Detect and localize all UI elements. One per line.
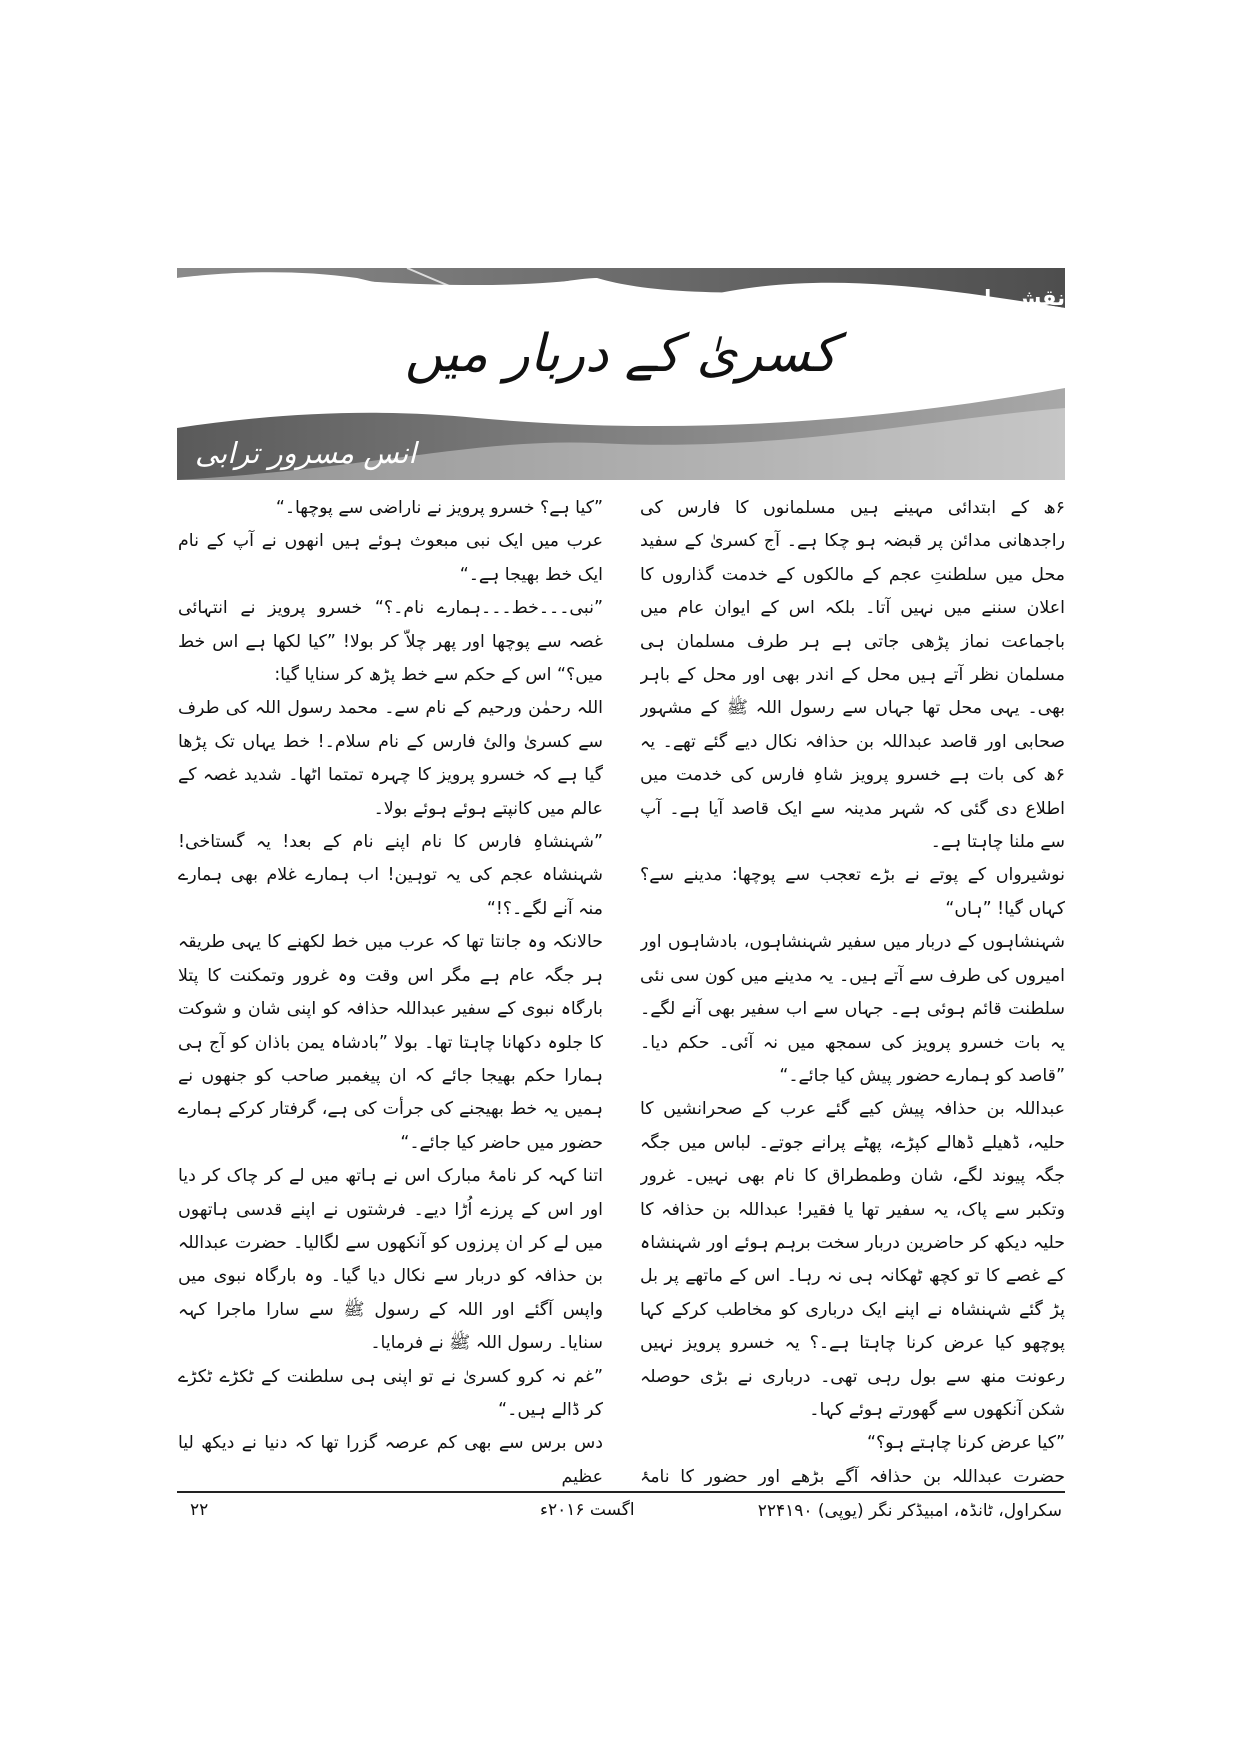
paragraph: اللہ رحمٰن ورحیم کے نام سے۔ محمد رسول اللہ کی طرف سے کسریٰ والیٔ فارس کے نام سلام۔! خط یہاں تک پڑھا گیا ہے کہ خسرو پرویز کا چہرہ تمتما اٹھا۔ شدید غصہ کے عالم میں کانپتے ہوئے ہوئے بولا۔ — [178, 698, 603, 819]
paragraph: دس برس سے بھی کم عرصہ گزرا تھا کہ دنیا نے دیکھ لیا عظیم — [178, 1433, 603, 1487]
publisher-address: سکراول، ٹانڈہ، امبیڈکر نگر (یوپی) ۲۲۴۱۹۰ — [757, 1501, 1062, 1521]
paragraph: اتنا کہہ کر نامۂ مبارک اس نے ہاتھ میں لے کر چاک کر دیا اور اس کے پرزے اُڑا دیے۔ فرشتوں نے اپنے قدسی ہاتھوں میں لے کر ان پرزوں کو آنکھوں سے لگالیا۔ حضرت عبداللہ بن حذافہ کو دربار سے نکال دیا گیا۔ وہ بارگاہ نبوی میں واپس آگئے اور اللہ کے رسول ﷺ سے سارا ماجرا کہہ سنایا۔ رسول اللہ ﷺ نے فرمایا۔ — [178, 1166, 603, 1354]
issue-date: اگست ۲۰۱۶ء — [540, 1500, 635, 1520]
paragraph: حضرت عبداللہ بن حذافہ آگے بڑھے اور حضور کا نامۂ — [640, 1466, 1065, 1487]
paragraph: عبداللہ بن حذافہ پیش کیے گئے عرب کے صحرانشیں کا حلیہ، ڈھیلے ڈھالے کپڑے، پھٹے پرانے جوتے۔ لباس میں جگہ جگہ پیوند لگے، شان وطمطراق کا نام بھی نہیں۔ غرور وتکبر سے پاک، یہ سفیر تھا یا فقیر! عبداللہ بن حذافہ کا حلیہ دیکھ کر حاضرین دربار سخت برہم ہوئے اور شہنشاہ کے غصے کا تو کچھ ٹھکانہ ہی نہ رہا۔ اس کے ماتھے پر بل پڑ گئے شہنشاہ نے اپنے ایک درباری کو مخاطب کرکے کہا پوچھو کیا عرض کرنا چاہتا ہے۔؟ یہ خسرو پرویز نہیں رعونت منھ سے بول رہی تھی۔ درباری نے بڑی حوصلہ شکن آنکھوں سے گھورتے ہوئے کہا۔ — [640, 1099, 1065, 1420]
text-column-left — [178, 492, 603, 1492]
author-name: انس مسرور ترابی — [195, 436, 417, 470]
paragraph: ”کیا عرض کرنا چاہتے ہو؟“ — [866, 1433, 1065, 1454]
paragraph: ”شہنشاہِ فارس کا نام اپنے نام کے بعد! یہ گستاخی! شہنشاہ عجم کی یہ توہین! اب ہمارے غلام بھی ہمارے منہ آنے لگے۔؟!“ — [178, 832, 603, 919]
paragraph: ”نبی۔۔۔خط۔۔۔ہمارے نام۔؟“ خسرو پرویز نے انتہائی غصہ سے پوچھا اور پھر چلاّ کر بولا! ”کیا لکھا ہے اس خط میں؟“ اس کے حکم سے خط پڑھ کر سنایا گیا: — [178, 598, 603, 686]
article-title: کسریٰ کے دربار میں — [404, 324, 838, 384]
header-banner — [177, 268, 1065, 480]
section-label: نقش ماضی — [942, 286, 1065, 310]
paragraph: ”کیا ہے؟ خسرو پرویز نے ناراضی سے پوچھا۔“ — [275, 498, 603, 518]
paragraph: ”غم نہ کرو کسریٰ نے تو اپنی ہی سلطنت کے ٹکڑے ٹکڑے کر ڈالے ہیں۔“ — [178, 1366, 603, 1420]
text-column-right — [640, 492, 1065, 1492]
paragraph: عرب میں ایک نبی مبعوث ہوئے ہیں انھوں نے آپ کے نام ایک خط بھیجا ہے۔“ — [178, 531, 603, 585]
footer-divider — [177, 1491, 1065, 1493]
paragraph: حالانکہ وہ جانتا تھا کہ عرب میں خط لکھنے کا یہی طریقہ ہر جگہ عام ہے مگر اس وقت وہ غرور وتمکنت کا پتلا بارگاہ نبوی کے سفیر عبداللہ حذافہ کو اپنی شان و شوکت کا جلوہ دکھانا چاہتا تھا۔ بولا ”بادشاہ یمن باذان کو آج ہی ہمارا حکم بھیجا جائے کہ ان پیغمبر صاحب کو جنھوں نے ہمیں یہ خط بھیجنے کی جرأت کی ہے، گرفتار کرکے ہمارے حضور میں حاضر کیا جائے۔“ — [178, 932, 603, 1153]
paragraph: شہنشاہوں کے دربار میں سفیر شہنشاہوں، بادشاہوں اور امیروں کی طرف سے آتے ہیں۔ یہ مدینے میں کون سی نئی سلطنت قائم ہوئی ہے۔ جہاں سے اب سفیر بھی آنے لگے۔ یہ بات خسرو پرویز کی سمجھ میں نہ آئی۔ حکم دیا۔ ”قاصد کو ہمارے حضور پیش کیا جائے۔“ — [640, 932, 1065, 1086]
page-number: ۲۲ — [190, 1500, 209, 1520]
paragraph: نوشیرواں کے پوتے نے بڑے تعجب سے پوچھا: مدینے سے؟ کہاں گیا! ”ہاں“ — [640, 865, 1065, 919]
paragraph: ۶ھ کے ابتدائی مہینے ہیں مسلمانوں کا فارس کی راجدھانی مدائن پر قبضہ ہو چکا ہے۔ آج کسریٰ کے سفید محل میں سلطنتِ عجم کے مالکوں کے خدمت گذاروں کا اعلان سننے میں نہیں آتا۔ بلکہ اس کے ایوان عام میں باجماعت نماز پڑھی جاتی ہے ہر طرف مسلمان ہی مسلمان نظر آتے ہیں محل کے اندر بھی اور محل کے باہر بھی۔ یہی محل تھا جہاں سے رسول اللہ ﷺ کے مشہور صحابی اور قاصد عبداللہ بن حذافہ نکال دیے گئے تھے۔ یہ ۶ھ کی بات ہے خسرو پرویز شاہِ فارس کی خدمت میں اطلاع دی گئی کہ شہر مدینہ سے ایک قاصد آیا ہے۔ آپ سے ملنا چاہتا ہے۔ — [640, 498, 1065, 853]
